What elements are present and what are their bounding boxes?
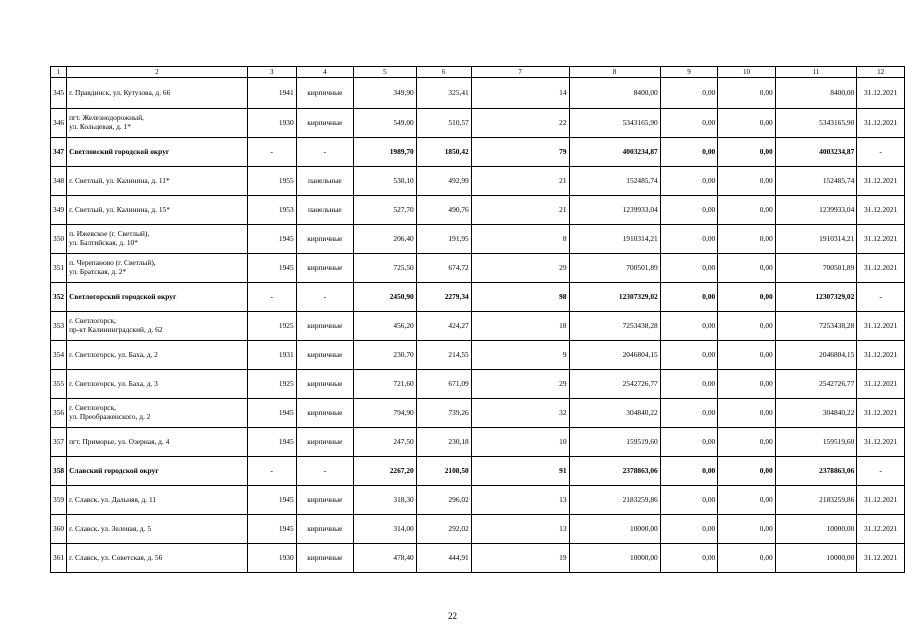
cell-total-area: 349,90 [354, 78, 417, 109]
cell-build-year: 1925 [247, 370, 296, 399]
cell-budget-share: 0,00 [718, 138, 776, 167]
cell-row-number: 356 [51, 399, 67, 428]
cell-total-cost: 1239933,04 [569, 196, 660, 225]
cell-budget-share: 0,00 [718, 225, 776, 254]
cell-address: г. Светлый, ул. Калинина, д. 11* [67, 167, 248, 196]
cell-residents: 8 [471, 225, 569, 254]
cell-row-number: 360 [51, 515, 67, 544]
cell-fund-share: 0,00 [660, 515, 718, 544]
cell-row-number: 351 [51, 254, 67, 283]
cell-living-area: 492,99 [416, 167, 471, 196]
cell-budget-share: 0,00 [718, 167, 776, 196]
cell-deadline: 31.12.2021 [857, 254, 905, 283]
cell-total-area: 794,90 [354, 399, 417, 428]
cell-fund-share: 0,00 [660, 544, 718, 573]
table-row [51, 544, 905, 573]
cell-residents: 19 [471, 544, 569, 573]
cell-deadline: - [857, 457, 905, 486]
cell-deadline: 31.12.2021 [857, 341, 905, 370]
cell-total-cost: 2046804,15 [569, 341, 660, 370]
cell-wall-material: кирпичные [296, 225, 353, 254]
cell-fund-share: 0,00 [660, 457, 718, 486]
table-row [51, 486, 905, 515]
cell-living-area: 230,18 [416, 428, 471, 457]
cell-budget-share: 0,00 [718, 312, 776, 341]
cell-total-cost: 152485,74 [569, 167, 660, 196]
cell-wall-material: кирпичные [296, 254, 353, 283]
cell-row-number: 353 [51, 312, 67, 341]
cell-wall-material: кирпичные [296, 341, 353, 370]
cell-living-area: 296,02 [416, 486, 471, 515]
cell-row-number: 354 [51, 341, 67, 370]
cell-other-funds: 10000,00 [775, 515, 857, 544]
column-header-6: 6 [416, 67, 471, 78]
cell-budget-share: 0,00 [718, 78, 776, 109]
cell-total-cost: 2542726,77 [569, 370, 660, 399]
cell-total-area: 549,00 [354, 109, 417, 138]
cell-wall-material: кирпичные [296, 78, 353, 109]
table-row [51, 341, 905, 370]
cell-other-funds: 159519,60 [775, 428, 857, 457]
cell-residents: 98 [471, 283, 569, 312]
cell-total-area: 478,40 [354, 544, 417, 573]
table-row [51, 167, 905, 196]
cell-total-area: 456,20 [354, 312, 417, 341]
cell-living-area: 292,02 [416, 515, 471, 544]
cell-total-cost: 304840,22 [569, 399, 660, 428]
cell-row-number: 359 [51, 486, 67, 515]
cell-fund-share: 0,00 [660, 109, 718, 138]
cell-row-number: 361 [51, 544, 67, 573]
cell-other-funds: 8400,00 [775, 78, 857, 109]
cell-budget-share: 0,00 [718, 486, 776, 515]
cell-total-cost: 700501,89 [569, 254, 660, 283]
table-row [51, 109, 905, 138]
cell-residents: 18 [471, 312, 569, 341]
cell-address: п. Ижевское (г. Светлый), ул. Балтийская, д. 10* [67, 225, 248, 254]
cell-other-funds: 304840,22 [775, 399, 857, 428]
cell-deadline: - [857, 283, 905, 312]
cell-other-funds: 7253438,28 [775, 312, 857, 341]
cell-deadline: 31.12.2021 [857, 399, 905, 428]
column-number-header [51, 67, 905, 78]
cell-other-funds: 2183259,86 [775, 486, 857, 515]
cell-other-funds: 12307329,02 [775, 283, 857, 312]
cell-address: Светловский городской округ [67, 138, 248, 167]
cell-budget-share: 0,00 [718, 196, 776, 225]
table-body [51, 67, 905, 573]
cell-deadline: 31.12.2021 [857, 486, 905, 515]
cell-total-area: 247,50 [354, 428, 417, 457]
cell-wall-material: кирпичные [296, 399, 353, 428]
cell-deadline: 31.12.2021 [857, 225, 905, 254]
cell-deadline: 31.12.2021 [857, 109, 905, 138]
cell-address: г. Славск, ул. Зеленая, д. 5 [67, 515, 248, 544]
cell-build-year: 1945 [247, 486, 296, 515]
cell-residents: 14 [471, 78, 569, 109]
cell-residents: 32 [471, 399, 569, 428]
cell-budget-share: 0,00 [718, 341, 776, 370]
table-row [51, 312, 905, 341]
cell-build-year: 1953 [247, 196, 296, 225]
cell-fund-share: 0,00 [660, 486, 718, 515]
cell-total-area: 530,10 [354, 167, 417, 196]
cell-wall-material: кирпичные [296, 109, 353, 138]
cell-build-year: 1925 [247, 312, 296, 341]
cell-build-year: 1931 [247, 341, 296, 370]
cell-fund-share: 0,00 [660, 254, 718, 283]
cell-deadline: - [857, 138, 905, 167]
cell-deadline: 31.12.2021 [857, 515, 905, 544]
cell-address: г. Правдинск, ул. Кутузова, д. 66 [67, 78, 248, 109]
cell-residents: 10 [471, 428, 569, 457]
cell-fund-share: 0,00 [660, 283, 718, 312]
table-row [51, 515, 905, 544]
cell-fund-share: 0,00 [660, 370, 718, 399]
district-total-row [51, 138, 905, 167]
cell-address: г. Славск, ул. Дальняя, д. 11 [67, 486, 248, 515]
cell-row-number: 349 [51, 196, 67, 225]
cell-address: Светлогорский городской округ [67, 283, 248, 312]
cell-row-number: 347 [51, 138, 67, 167]
cell-deadline: 31.12.2021 [857, 196, 905, 225]
district-total-row [51, 457, 905, 486]
column-header-9: 9 [660, 67, 718, 78]
cell-fund-share: 0,00 [660, 341, 718, 370]
page-number: 22 [448, 611, 457, 621]
cell-other-funds: 2378863,06 [775, 457, 857, 486]
cell-living-area: 674,72 [416, 254, 471, 283]
column-header-2: 2 [67, 67, 248, 78]
table-row [51, 196, 905, 225]
cell-total-cost: 10000,00 [569, 544, 660, 573]
cell-row-number: 350 [51, 225, 67, 254]
cell-wall-material: кирпичные [296, 312, 353, 341]
column-header-12: 12 [857, 67, 905, 78]
cell-fund-share: 0,00 [660, 196, 718, 225]
cell-total-cost: 8400,00 [569, 78, 660, 109]
cell-residents: 22 [471, 109, 569, 138]
column-header-4: 4 [296, 67, 353, 78]
cell-total-cost: 5343165,90 [569, 109, 660, 138]
cell-other-funds: 2046804,15 [775, 341, 857, 370]
cell-row-number: 346 [51, 109, 67, 138]
cell-fund-share: 0,00 [660, 138, 718, 167]
cell-address: Славский городской округ [67, 457, 248, 486]
cell-other-funds: 700501,89 [775, 254, 857, 283]
column-header-3: 3 [247, 67, 296, 78]
cell-living-area: 490,76 [416, 196, 471, 225]
cell-build-year: 1945 [247, 225, 296, 254]
column-header-10: 10 [718, 67, 776, 78]
cell-deadline: 31.12.2021 [857, 167, 905, 196]
cell-wall-material: кирпичные [296, 486, 353, 515]
cell-living-area: 325,41 [416, 78, 471, 109]
cell-build-year: - [247, 138, 296, 167]
cell-total-cost: 10000,00 [569, 515, 660, 544]
cell-budget-share: 0,00 [718, 254, 776, 283]
cell-fund-share: 0,00 [660, 167, 718, 196]
cell-living-area: 214,55 [416, 341, 471, 370]
cell-budget-share: 0,00 [718, 428, 776, 457]
cell-row-number: 345 [51, 78, 67, 109]
cell-residents: 21 [471, 196, 569, 225]
address-program-table [50, 66, 905, 573]
cell-total-area: 206,40 [354, 225, 417, 254]
cell-total-area: 318,30 [354, 486, 417, 515]
cell-wall-material: - [296, 457, 353, 486]
cell-row-number: 348 [51, 167, 67, 196]
cell-residents: 29 [471, 254, 569, 283]
cell-living-area: 739,26 [416, 399, 471, 428]
cell-total-area: 527,70 [354, 196, 417, 225]
cell-wall-material: кирпичные [296, 544, 353, 573]
cell-row-number: 355 [51, 370, 67, 399]
cell-build-year: - [247, 457, 296, 486]
cell-fund-share: 0,00 [660, 78, 718, 109]
cell-address: г. Светлогорск, ул. Баха, д. 3 [67, 370, 248, 399]
table-row [51, 399, 905, 428]
cell-residents: 13 [471, 486, 569, 515]
cell-build-year: 1930 [247, 109, 296, 138]
cell-build-year: 1945 [247, 428, 296, 457]
cell-residents: 91 [471, 457, 569, 486]
cell-total-cost: 1910314,21 [569, 225, 660, 254]
cell-fund-share: 0,00 [660, 399, 718, 428]
cell-residents: 29 [471, 370, 569, 399]
column-header-7: 7 [471, 67, 569, 78]
cell-living-area: 444,91 [416, 544, 471, 573]
cell-row-number: 358 [51, 457, 67, 486]
cell-deadline: 31.12.2021 [857, 544, 905, 573]
table-row [51, 370, 905, 399]
cell-total-cost: 12307329,02 [569, 283, 660, 312]
cell-wall-material: панельные [296, 167, 353, 196]
cell-other-funds: 152485,74 [775, 167, 857, 196]
table-row [51, 428, 905, 457]
column-header-8: 8 [569, 67, 660, 78]
cell-wall-material: панельные [296, 196, 353, 225]
cell-build-year: 1955 [247, 167, 296, 196]
cell-total-area: 314,00 [354, 515, 417, 544]
cell-address: г. Светлогорск, ул. Баха, д. 2 [67, 341, 248, 370]
cell-build-year: 1945 [247, 254, 296, 283]
cell-budget-share: 0,00 [718, 515, 776, 544]
cell-wall-material: - [296, 138, 353, 167]
cell-total-area: 721,60 [354, 370, 417, 399]
cell-fund-share: 0,00 [660, 428, 718, 457]
cell-living-area: 2279,34 [416, 283, 471, 312]
cell-row-number: 352 [51, 283, 67, 312]
cell-address: г. Славск, ул. Советская, д. 56 [67, 544, 248, 573]
cell-other-funds: 2542726,77 [775, 370, 857, 399]
cell-address: г. Светлогорск, ул. Преображенского, д. 2 [67, 399, 248, 428]
cell-total-cost: 159519,60 [569, 428, 660, 457]
cell-other-funds: 1239933,04 [775, 196, 857, 225]
cell-residents: 21 [471, 167, 569, 196]
cell-budget-share: 0,00 [718, 544, 776, 573]
cell-living-area: 510,57 [416, 109, 471, 138]
cell-address: пгт. Приморье, ул. Озерная, д. 4 [67, 428, 248, 457]
cell-budget-share: 0,00 [718, 457, 776, 486]
cell-living-area: 424,27 [416, 312, 471, 341]
column-header-1: 1 [51, 67, 67, 78]
cell-other-funds: 5343165,90 [775, 109, 857, 138]
cell-total-area: 2267,20 [354, 457, 417, 486]
district-total-row [51, 283, 905, 312]
cell-living-area: 1850,42 [416, 138, 471, 167]
cell-address: г. Светлый, ул. Калинина, д. 15* [67, 196, 248, 225]
cell-budget-share: 0,00 [718, 109, 776, 138]
cell-other-funds: 4003234,87 [775, 138, 857, 167]
cell-residents: 13 [471, 515, 569, 544]
cell-budget-share: 0,00 [718, 370, 776, 399]
cell-deadline: 31.12.2021 [857, 428, 905, 457]
cell-row-number: 357 [51, 428, 67, 457]
cell-address: г. Светлогорск, пр-кт Калининградский, д. 62 [67, 312, 248, 341]
cell-build-year: - [247, 283, 296, 312]
cell-total-cost: 2378863,06 [569, 457, 660, 486]
cell-total-cost: 4003234,87 [569, 138, 660, 167]
cell-total-cost: 7253438,28 [569, 312, 660, 341]
cell-address: пгт. Железнодорожный, ул. Кольцевая, д. 1* [67, 109, 248, 138]
cell-build-year: 1930 [247, 544, 296, 573]
cell-build-year: 1945 [247, 515, 296, 544]
column-header-5: 5 [354, 67, 417, 78]
cell-total-cost: 2183259,86 [569, 486, 660, 515]
cell-total-area: 230,70 [354, 341, 417, 370]
cell-wall-material: - [296, 283, 353, 312]
cell-other-funds: 10000,00 [775, 544, 857, 573]
cell-build-year: 1941 [247, 78, 296, 109]
cell-budget-share: 0,00 [718, 283, 776, 312]
cell-address: п. Черепаново (г. Светлый), ул. Братская, д. 2* [67, 254, 248, 283]
column-header-11: 11 [775, 67, 857, 78]
cell-living-area: 671,09 [416, 370, 471, 399]
cell-total-area: 725,50 [354, 254, 417, 283]
cell-wall-material: кирпичные [296, 428, 353, 457]
table-row [51, 78, 905, 109]
cell-living-area: 2108,50 [416, 457, 471, 486]
cell-fund-share: 0,00 [660, 225, 718, 254]
cell-wall-material: кирпичные [296, 370, 353, 399]
cell-fund-share: 0,00 [660, 312, 718, 341]
cell-total-area: 1989,70 [354, 138, 417, 167]
cell-total-area: 2450,90 [354, 283, 417, 312]
cell-build-year: 1945 [247, 399, 296, 428]
cell-other-funds: 1910314,21 [775, 225, 857, 254]
table-row [51, 254, 905, 283]
cell-budget-share: 0,00 [718, 399, 776, 428]
cell-residents: 9 [471, 341, 569, 370]
cell-wall-material: кирпичные [296, 515, 353, 544]
cell-living-area: 191,95 [416, 225, 471, 254]
cell-deadline: 31.12.2021 [857, 370, 905, 399]
table-row [51, 225, 905, 254]
cell-residents: 79 [471, 138, 569, 167]
cell-deadline: 31.12.2021 [857, 312, 905, 341]
cell-deadline: 31.12.2021 [857, 78, 905, 109]
